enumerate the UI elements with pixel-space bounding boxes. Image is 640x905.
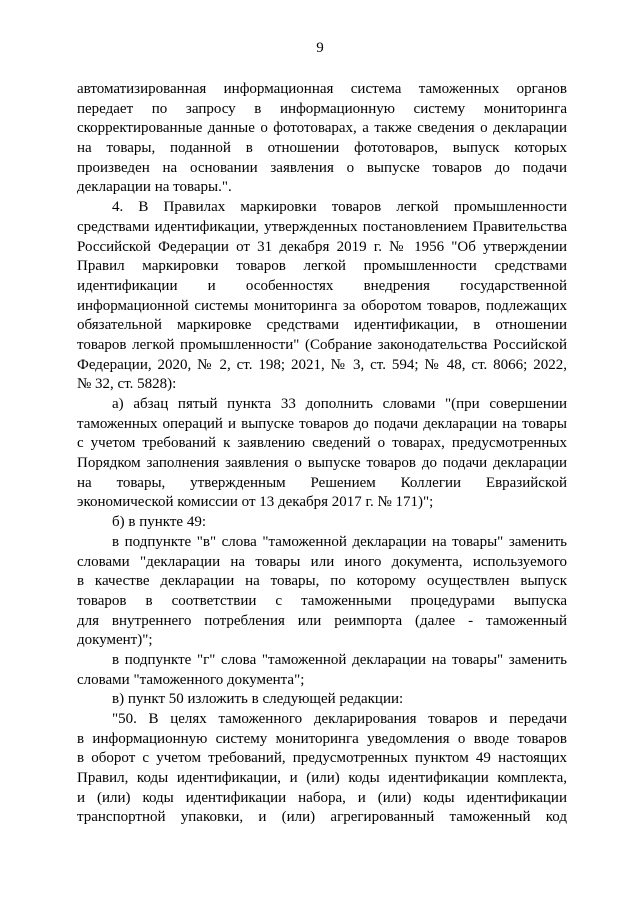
text-line: в подпункте "в" слова "таможенной декларации на товары" заменить: [112, 533, 567, 550]
text-line: словами "таможенного документа";: [77, 671, 305, 688]
text-line: товаров в соответствии с таможенными процедурами выпуска: [77, 592, 567, 609]
text-line: а) абзац пятый пункта 33 дополнить словами "(при совершении: [112, 396, 567, 412]
text-line: товаров легкой промышленности" (Собрание законодательства Российской: [77, 336, 567, 353]
text-line: Федерации, 2020, № 2, ст. 198; 2021, № 3, ст. 594; № 48, ст. 8066; 2022,: [77, 356, 567, 373]
text-line: в качестве декларации на товары, по которому осуществлен выпуск: [77, 573, 567, 590]
page-number: 9: [316, 40, 324, 56]
text-line: обязательной маркировке средствами идентификации, в отношении: [77, 317, 567, 334]
text-line: в оборот с учетом требований, предусмотренных пунктом 49 настоящих: [77, 750, 567, 767]
text-line: таможенных операций и выпуске товаров до подачи декларации на товары: [77, 415, 567, 432]
text-line: словами "декларации на товары или иного документа, используемого: [77, 553, 567, 570]
text-line: на товары, утвержденным Решением Коллегии Евразийской: [77, 474, 567, 491]
text-line: декларации на товары.".: [77, 179, 232, 196]
text-line: Порядком заполнения заявления о выпуске товаров до подачи декларации: [77, 455, 567, 472]
text-line: 4. В Правилах маркировки товаров легкой промышленности: [112, 199, 567, 216]
text-line: экономической комиссии от 13 декабря 2017 г. № 171)";: [77, 494, 434, 511]
text-line: автоматизированная информационная система таможенных органов: [77, 81, 567, 97]
text-line: с учетом требований к заявлению сведений о товарах, предусмотренных: [77, 435, 567, 452]
text-line: средствами идентификации, утвержденных постановлением Правительства: [77, 218, 567, 235]
text-line: Правил маркировки товаров легкой промышленности средствами: [77, 258, 567, 275]
text-line: б) в пункте 49:: [112, 514, 206, 531]
text-line: скорректированные данные о фототоварах, а также сведения о декларации: [77, 120, 567, 137]
text-line: документ)";: [77, 632, 153, 649]
text-line: идентификации и особенностях внедрения государственной: [77, 277, 567, 294]
text-line: № 32, ст. 5828):: [77, 376, 177, 393]
text-line: на товары, поданной в отношении фототоваров, выпуск которых: [77, 140, 567, 157]
text-line: передает по запросу в информационную систему мониторинга: [77, 100, 567, 117]
text-line: для внутреннего потребления или реимпорта (далее - таможенный: [77, 612, 567, 629]
text-line: произведен на основании заявления о выпуске товаров до подачи: [77, 159, 567, 176]
text-line: в) пункт 50 изложить в следующей редакции:: [112, 691, 404, 708]
text-line: в подпункте "г" слова "таможенной декларации на товары" заменить: [112, 651, 567, 668]
text-line: Российской Федерации от 31 декабря 2019 г. № 1956 "Об утверждении: [77, 238, 567, 255]
text-line: в информационную систему мониторинга уведомления о вводе товаров: [77, 730, 567, 747]
text-line: транспортной упаковки, и (или) агрегированный таможенный код: [77, 809, 567, 826]
text-line: Правил, коды идентификации, и (или) коды идентификации комплекта,: [77, 770, 567, 787]
text-line: и (или) коды идентификации набора, и (или) коды идентификации: [77, 789, 567, 806]
document-body: [77, 80, 567, 828]
text-line: "50. В целях таможенного декларирования товаров и передачи: [112, 711, 567, 727]
text-line: информационной системы мониторинга за оборотом товаров, подлежащих: [77, 297, 567, 314]
